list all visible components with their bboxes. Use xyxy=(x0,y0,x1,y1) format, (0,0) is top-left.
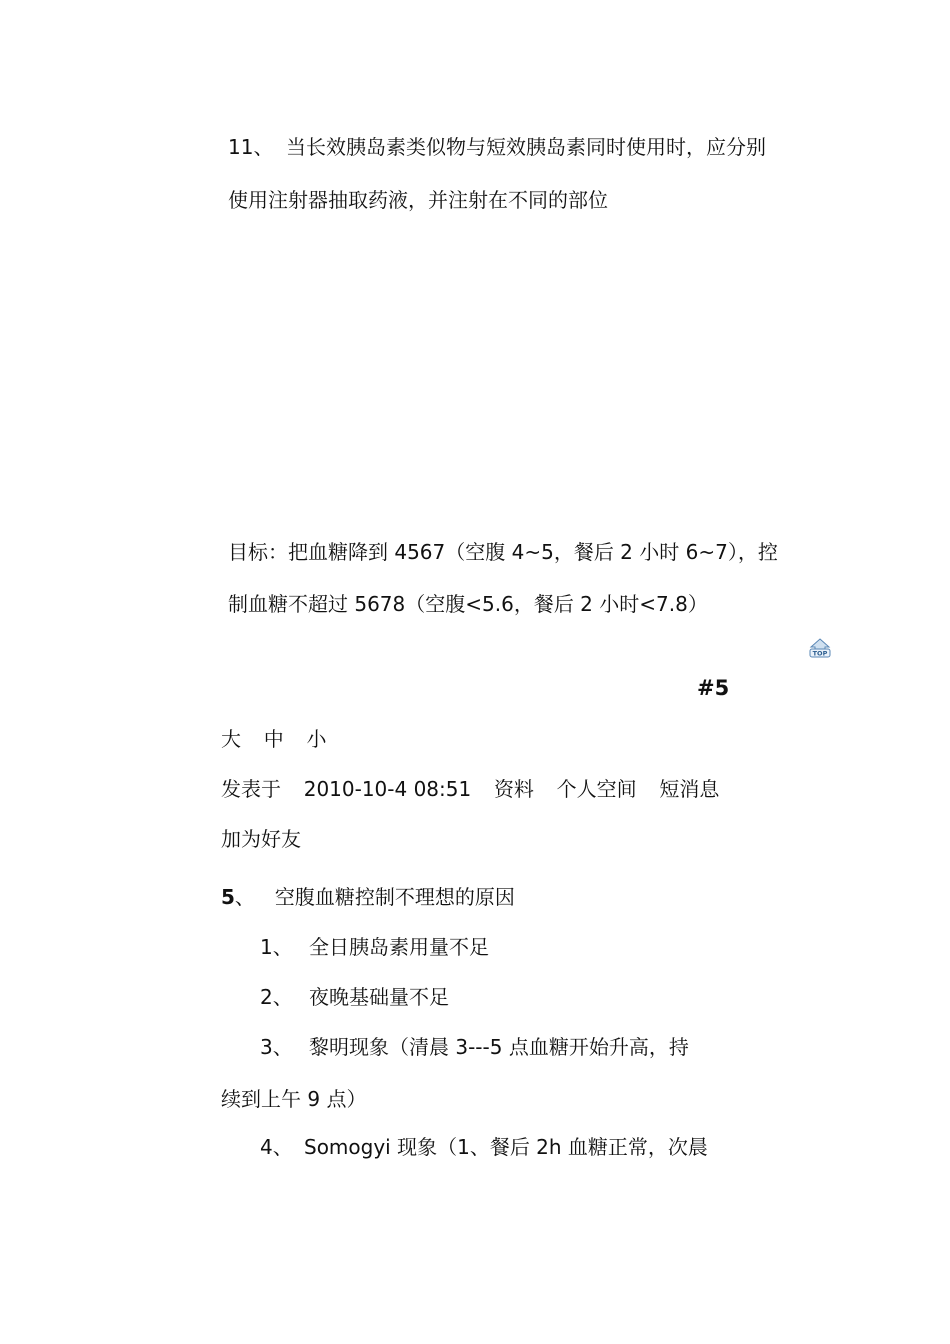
list-item-continuation: 续到上午 9 点） xyxy=(221,1087,367,1111)
item-11-line-1 xyxy=(228,133,766,161)
back-to-top-label: TOP xyxy=(812,649,828,658)
item-11-line-2: 使用注射器抽取药液，并注射在不同的部位 xyxy=(228,188,608,212)
list-item-number: 1、 xyxy=(260,935,293,959)
section-5-title: 空腹血糖控制不理想的原因 xyxy=(274,885,515,909)
personal-space-link[interactable]: 个人空间 xyxy=(556,777,637,801)
back-to-top-icon[interactable] xyxy=(809,637,831,659)
list-item-text: Somogyi 现象（1、餐后 2h 血糖正常，次晨 xyxy=(304,1135,708,1159)
item-11-number: 11、 xyxy=(228,135,274,159)
list-item xyxy=(260,983,449,1011)
post-meta xyxy=(221,775,719,803)
font-size-medium[interactable]: 中 xyxy=(263,727,284,751)
list-item-text: 夜晚基础量不足 xyxy=(309,985,449,1009)
list-item xyxy=(260,1133,708,1161)
font-size-small[interactable]: 小 xyxy=(306,727,327,751)
list-item-text: 全日胰岛素用量不足 xyxy=(309,935,489,959)
section-5-separator: 、 xyxy=(234,885,255,909)
list-item-number: 2、 xyxy=(260,985,293,1009)
list-item-number: 4、 xyxy=(260,1135,293,1159)
profile-link[interactable]: 资料 xyxy=(493,777,534,801)
section-5-number: 5 xyxy=(221,885,235,909)
list-item xyxy=(260,933,489,961)
posted-at-value: 2010-10-4 08:51 xyxy=(303,777,472,801)
font-size-options xyxy=(221,725,326,753)
list-item-number: 3、 xyxy=(260,1035,293,1059)
target-line-1: 目标：把血糖降到 4567（空腹 4~5，餐后 2 小时 6~7），控 xyxy=(228,540,778,564)
add-friend-link[interactable]: 加为好友 xyxy=(221,827,301,851)
target-line-2: 制血糖不超过 5678（空腹<5.6，餐后 2 小时<7.8） xyxy=(228,592,708,616)
item-11-text-1: 当长效胰岛素类似物与短效胰岛素同时使用时，应分别 xyxy=(286,135,766,159)
short-message-link[interactable]: 短消息 xyxy=(659,777,720,801)
font-size-large[interactable]: 大 xyxy=(221,727,241,751)
posted-at-label: 发表于 xyxy=(221,777,281,801)
list-item xyxy=(260,1033,689,1061)
list-item-text: 黎明现象（清晨 3---5 点血糖开始升高，持 xyxy=(309,1035,689,1059)
post-floor-number: #5 xyxy=(697,676,730,700)
section-5-heading xyxy=(221,883,515,911)
